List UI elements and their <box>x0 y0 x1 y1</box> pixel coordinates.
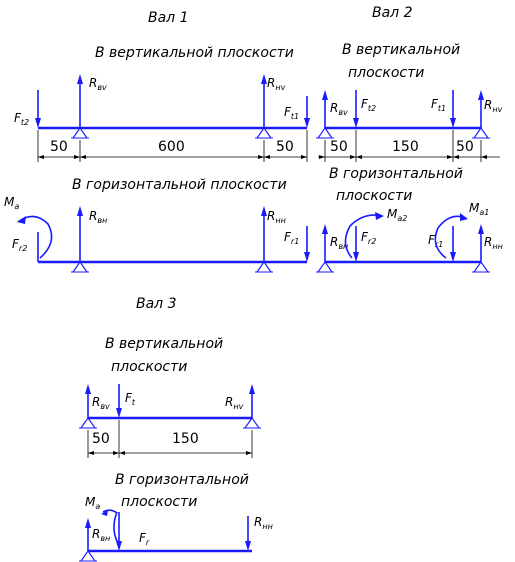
shaft3-v-support-right <box>243 418 261 428</box>
shaft2-v-support-right <box>472 128 490 138</box>
shaft3-h-reaction-left-arrow <box>85 518 91 528</box>
shaft1-v-force-ft1-arrow <box>304 118 310 128</box>
shaft2-v-force-ft1-arrow <box>450 118 456 128</box>
shaft2-dim-1: 50 <box>330 139 348 155</box>
shaft2-v-reaction-left-arrow <box>322 90 328 100</box>
shaft3-v-ft-label: $F_t$ <box>125 391 136 407</box>
shaft3-title: Вал 3 <box>136 296 177 312</box>
shaft3-v-force-ft-arrow <box>116 408 122 418</box>
shaft2-v-force-ft2-arrow <box>353 118 359 128</box>
shaft1-h-fr1-label: $F_{r1}$ <box>284 230 300 246</box>
shaft2-vertical-heading-1: В вертикальной <box>342 42 461 58</box>
shaft1-v-ft1-label: $F_{t1}$ <box>284 105 300 121</box>
shaft2-dim-3: 50 <box>456 139 474 155</box>
shaft2-h-support-right <box>472 262 490 272</box>
shaft1-v-rnv-label: $R_{нv}$ <box>267 76 286 92</box>
shaft1-v-support-left <box>71 128 89 138</box>
shaft1-horizontal-heading: В горизонтальной плоскости <box>72 177 287 193</box>
shaft3-vertical-scheme <box>79 336 261 458</box>
shaft3-v-reaction-right-arrow <box>249 384 255 394</box>
shaft1-v-reaction-left-arrow <box>77 74 83 84</box>
shaft2-v-ft1-label: $F_{t1}$ <box>431 97 447 113</box>
shaft1-h-rbh-label: $R_{вн}$ <box>89 209 108 225</box>
shaft3-vertical-heading-1: В вертикальной <box>105 336 224 352</box>
shaft1-v-rbv-label: $R_{вv}$ <box>89 76 107 92</box>
shaft2-h-rnh-label: $R_{нн}$ <box>484 235 503 251</box>
shaft3-horizontal-heading-2: плоскости <box>121 494 198 510</box>
shaft3-dim-1: 50 <box>92 431 110 447</box>
shaft1-h-moment-ma-arrow <box>17 216 26 224</box>
shaft2-v-support-left <box>316 128 334 138</box>
shaft1-h-reaction-left-arrow <box>77 206 83 216</box>
shaft3-h-force-fr-arrow <box>116 541 122 551</box>
shaft3-h-support-left <box>79 551 97 561</box>
shaft3-h-fr-label: $F_r$ <box>139 531 150 547</box>
shaft1-vertical-heading: В вертикальной плоскости <box>95 45 294 61</box>
shaft2-vertical-heading-2: плоскости <box>348 65 425 81</box>
shaft2-horizontal-scheme <box>316 166 503 272</box>
shaft1-h-rnh-label: $R_{нн}$ <box>267 209 286 225</box>
shaft1-h-fr2-label: $F_{r2}$ <box>12 237 28 253</box>
shaft1-group <box>4 10 310 272</box>
shaft1-v-force-ft2-arrow <box>35 118 41 128</box>
shaft3-dim-2: 150 <box>172 431 199 447</box>
shaft3-horizontal-scheme <box>79 472 273 561</box>
shaft2-h-reaction-left-arrow <box>322 224 328 234</box>
shaft2-v-rnv-label: $R_{нv}$ <box>484 98 503 114</box>
shaft2-h-reaction-right-arrow <box>478 224 484 234</box>
shaft1-v-ft2-label: $F_{t2}$ <box>14 111 30 127</box>
shaft1-vertical-scheme <box>14 45 310 162</box>
shaft2-dim-2: 150 <box>392 139 419 155</box>
shaft2-h-rbh-label: $R_{вн}$ <box>330 235 349 251</box>
shaft2-horizontal-heading-2: плоскости <box>336 188 413 204</box>
shaft3-vertical-heading-2: плоскости <box>111 359 188 375</box>
shaft3-v-support-left <box>79 418 97 428</box>
shaft1-h-support-right <box>255 262 273 272</box>
shaft2-dimensions <box>318 130 500 162</box>
shaft2-h-force-fr2-arrow <box>353 252 359 262</box>
shaft2-horizontal-heading-1: В горизонтальной <box>329 166 463 182</box>
shaft1-h-force-fr1-arrow <box>304 252 310 262</box>
shaft3-horizontal-heading-1: В горизонтальной <box>115 472 249 488</box>
shaft3-v-reaction-left-arrow <box>85 384 91 394</box>
shaft3-h-reaction-right-arrow <box>245 541 251 551</box>
shaft3-h-rnh-label: $R_{нн}$ <box>254 515 273 531</box>
shaft2-h-moment-ma1 <box>435 216 466 258</box>
shaft2-h-support-left <box>316 262 334 272</box>
shaft2-h-fr2-label: $F_{r2}$ <box>361 230 377 246</box>
shaft2-h-moment-ma2-arrow <box>375 212 384 220</box>
shaft1-title: Вал 1 <box>148 10 189 26</box>
shaft1-h-ma-label: $M_a$ <box>4 195 20 211</box>
shaft1-dim-2: 600 <box>158 139 185 155</box>
shaft2-vertical-scheme <box>316 42 503 162</box>
shaft3-h-rbh-label: $R_{вн}$ <box>92 527 111 543</box>
shaft3-v-rnv-label: $R_{нv}$ <box>225 395 244 411</box>
shaft3-group <box>79 296 273 561</box>
shaft3-dimensions <box>88 420 252 458</box>
shaft1-dim-3: 50 <box>276 139 294 155</box>
shaft1-v-support-right <box>255 128 273 138</box>
shaft3-v-rbv-label: $R_{вv}$ <box>92 395 110 411</box>
shaft2-v-ft2-label: $F_{t2}$ <box>361 97 377 113</box>
shaft2-h-ma1-label: $M_{a1}$ <box>469 201 490 217</box>
shaft2-title: Вал 2 <box>372 5 413 21</box>
shaft2-v-rbv-label: $R_{вv}$ <box>330 101 348 117</box>
shaft2-h-force-fr1-arrow <box>450 252 456 262</box>
shaft3-h-ma-label: $M_a$ <box>85 495 101 511</box>
shaft1-horizontal-scheme <box>4 177 310 272</box>
shaft1-h-support-left <box>71 262 89 272</box>
shaft1-dim-1: 50 <box>50 139 68 155</box>
shaft2-h-fr1-label: $F_{r1}$ <box>428 233 444 249</box>
shaft2-h-ma2-label: $M_{a2}$ <box>387 207 408 223</box>
shaft2-h-moment-ma1-arrow <box>460 213 468 221</box>
shaft2-group <box>316 5 503 272</box>
